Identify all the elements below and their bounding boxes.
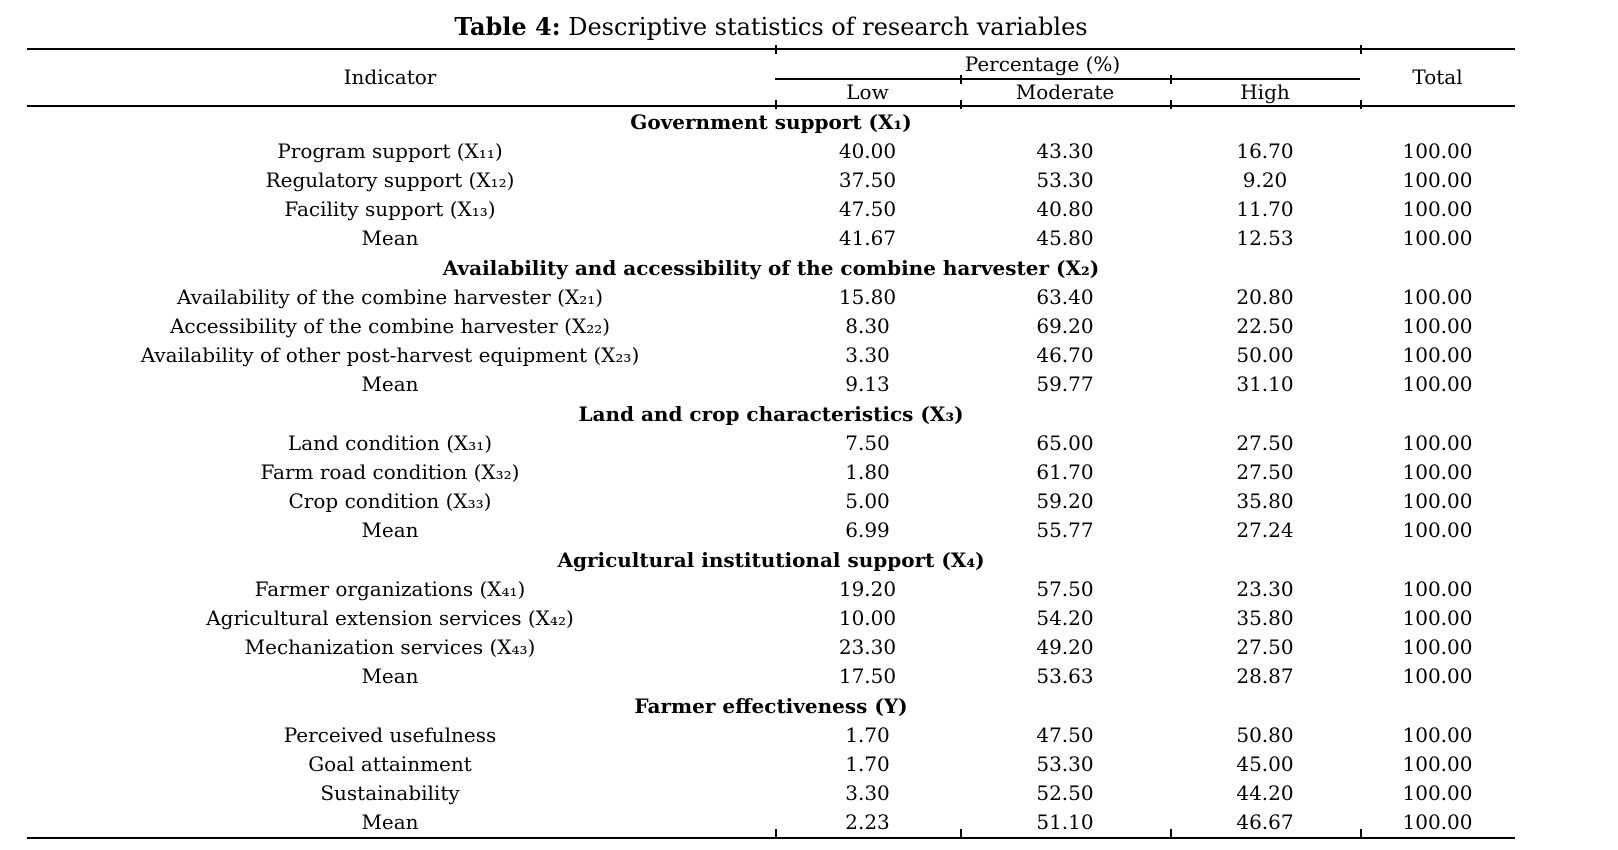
high-cell: 22.50 [1236,314,1294,338]
total-cell: 100.00 [1402,489,1473,513]
indicator-cell: Sustainability [320,781,460,805]
table-row [27,516,1515,545]
low-cell: 40.00 [838,139,897,163]
total-cell: 100.00 [1402,723,1473,747]
low-cell: 9.13 [845,372,890,396]
indicator-cell: Land condition (X₃₁) [287,431,493,455]
moderate-cell: 69.20 [1036,314,1094,338]
high-cell: 23.30 [1236,577,1294,601]
high-cell: 35.80 [1236,489,1294,513]
table-row [27,779,1515,808]
moderate-cell: 55.77 [1036,518,1094,542]
table-caption-number: Table 4: [454,12,561,41]
table-body [27,106,1515,838]
table-row [27,458,1515,487]
column-border-tick [1360,45,1362,54]
high-cell: 46.67 [1236,810,1294,834]
section-header-row [27,253,1515,283]
low-cell: 19.20 [838,577,897,601]
total-cell: 100.00 [1402,635,1473,659]
low-cell: 1.80 [845,460,890,484]
column-border-tick [1360,829,1362,838]
indicator-cell: Farm road condition (X₃₂) [260,460,520,484]
moderate-cell: 51.10 [1036,810,1094,834]
low-cell: 1.70 [845,752,890,776]
moderate-cell: 40.80 [1036,197,1094,221]
total-cell: 100.00 [1402,577,1473,601]
low-cell: 41.67 [838,226,897,250]
section-header: Availability and accessibility of the combine harvester (X₂) [442,255,1100,280]
table-caption-text: Descriptive statistics of research variables [560,13,1088,41]
total-cell: 100.00 [1402,752,1473,776]
table-row [27,429,1515,458]
moderate-cell: 54.20 [1036,606,1094,630]
table-header [27,49,1515,106]
table-row [27,137,1515,166]
high-cell: 27.50 [1236,460,1294,484]
total-cell: 100.00 [1402,431,1473,455]
total-cell: 100.00 [1402,664,1473,688]
table-row [27,604,1515,633]
column-border-tick [775,45,777,54]
indicator-cell: Crop condition (X₃₃) [288,489,492,513]
indicator-cell: Availability of other post-harvest equipment (X₂₃) [140,343,640,367]
header-moderate: Moderate [1015,80,1115,104]
high-cell: 50.00 [1236,343,1294,367]
column-border-tick [1170,829,1172,838]
high-cell: 28.87 [1236,664,1294,688]
low-cell: 2.23 [845,810,890,834]
low-cell: 23.30 [838,635,897,659]
moderate-cell: 61.70 [1036,460,1094,484]
moderate-cell: 45.80 [1036,226,1094,250]
moderate-cell: 53.30 [1036,168,1094,192]
indicator-cell: Mean [361,518,419,542]
table-row [27,750,1515,779]
indicator-cell: Agricultural extension services (X₄₂) [206,606,574,630]
descriptive-statistics-table [27,48,1515,839]
table-row [27,370,1515,399]
low-cell: 17.50 [838,664,897,688]
indicator-cell: Mean [361,372,419,396]
high-cell: 35.80 [1236,606,1294,630]
column-border-tick [775,100,777,109]
high-cell: 31.10 [1236,372,1294,396]
moderate-cell: 53.63 [1036,664,1094,688]
total-cell: 100.00 [1402,810,1473,834]
moderate-cell: 47.50 [1036,723,1094,747]
moderate-cell: 59.20 [1036,489,1094,513]
indicator-cell: Mean [361,226,419,250]
indicator-cell: Perceived usefulness [283,723,497,747]
moderate-cell: 46.70 [1036,343,1094,367]
high-cell: 44.20 [1236,781,1294,805]
table-row [27,224,1515,253]
total-cell: 100.00 [1402,197,1473,221]
section-header-row [27,399,1515,429]
high-cell: 11.70 [1236,197,1294,221]
high-cell: 9.20 [1242,168,1288,192]
moderate-cell: 43.30 [1036,139,1094,163]
header-indicator: Indicator [343,65,437,89]
low-cell: 8.30 [845,314,890,338]
low-cell: 1.70 [845,723,890,747]
total-cell: 100.00 [1402,285,1473,309]
low-cell: 10.00 [838,606,897,630]
table-row [27,166,1515,195]
total-cell: 100.00 [1402,343,1473,367]
table-row [27,575,1515,604]
section-header-row [27,545,1515,575]
high-cell: 16.70 [1236,139,1294,163]
moderate-cell: 59.77 [1036,372,1094,396]
high-cell: 27.50 [1236,431,1294,455]
table-caption [27,9,1515,45]
section-header-row [27,691,1515,721]
section-header: Land and crop characteristics (X₃) [578,401,964,426]
column-border-tick [775,829,777,838]
table-row [27,633,1515,662]
total-cell: 100.00 [1402,168,1473,192]
indicator-cell: Availability of the combine harvester (X₂₁) [176,285,604,309]
total-cell: 100.00 [1402,518,1473,542]
high-cell: 50.80 [1236,723,1294,747]
high-cell: 27.24 [1236,518,1294,542]
indicator-cell: Mechanization services (X₄₃) [244,635,536,659]
column-border-tick [960,75,962,84]
total-cell: 100.00 [1402,372,1473,396]
header-total: Total [1412,65,1463,89]
header-row-1 [27,49,1515,79]
table-row [27,721,1515,750]
low-cell: 6.99 [845,518,890,542]
total-cell: 100.00 [1402,314,1473,338]
moderate-cell: 52.50 [1036,781,1094,805]
table-row [27,195,1515,224]
header-high: High [1240,80,1290,104]
indicator-cell: Mean [361,664,419,688]
section-header-row [27,106,1515,137]
high-cell: 20.80 [1236,285,1294,309]
moderate-cell: 53.30 [1036,752,1094,776]
section-header: Government support (X₁) [630,109,912,134]
column-border-tick [960,100,962,109]
table-row [27,808,1515,838]
low-cell: 47.50 [838,197,897,221]
indicator-cell: Accessibility of the combine harvester (X₂₂) [169,314,611,338]
total-cell: 100.00 [1402,226,1473,250]
section-header: Agricultural institutional support (X₄) [557,547,985,572]
indicator-cell: Goal attainment [308,752,472,776]
indicator-cell: Regulatory support (X₁₂) [265,168,515,192]
table-row [27,341,1515,370]
low-cell: 7.50 [845,431,890,455]
table-row [27,283,1515,312]
section-header: Farmer effectiveness (Y) [634,693,908,718]
low-cell: 5.00 [845,489,890,513]
table-row [27,487,1515,516]
low-cell: 37.50 [838,168,897,192]
column-border-tick [1170,75,1172,84]
low-cell: 3.30 [845,781,890,805]
indicator-cell: Program support (X₁₁) [277,139,503,163]
low-cell: 15.80 [838,285,897,309]
header-low: Low [846,80,889,104]
header-percentage-group: Percentage (%) [775,49,1360,79]
total-cell: 100.00 [1402,606,1473,630]
total-cell: 100.00 [1402,781,1473,805]
high-cell: 45.00 [1236,752,1294,776]
low-cell: 3.30 [845,343,890,367]
moderate-cell: 49.20 [1036,635,1094,659]
table-row [27,312,1515,341]
column-border-tick [960,829,962,838]
high-cell: 27.50 [1236,635,1294,659]
column-border-tick [1360,100,1362,109]
moderate-cell: 57.50 [1036,577,1094,601]
total-cell: 100.00 [1402,460,1473,484]
column-border-tick [1170,100,1172,109]
total-cell: 100.00 [1402,139,1473,163]
high-cell: 12.53 [1236,226,1294,250]
moderate-cell: 63.40 [1036,285,1094,309]
indicator-cell: Facility support (X₁₃) [284,197,496,221]
indicator-cell: Farmer organizations (X₄₁) [254,577,526,601]
indicator-cell: Mean [361,810,419,834]
table-row [27,662,1515,691]
moderate-cell: 65.00 [1036,431,1094,455]
